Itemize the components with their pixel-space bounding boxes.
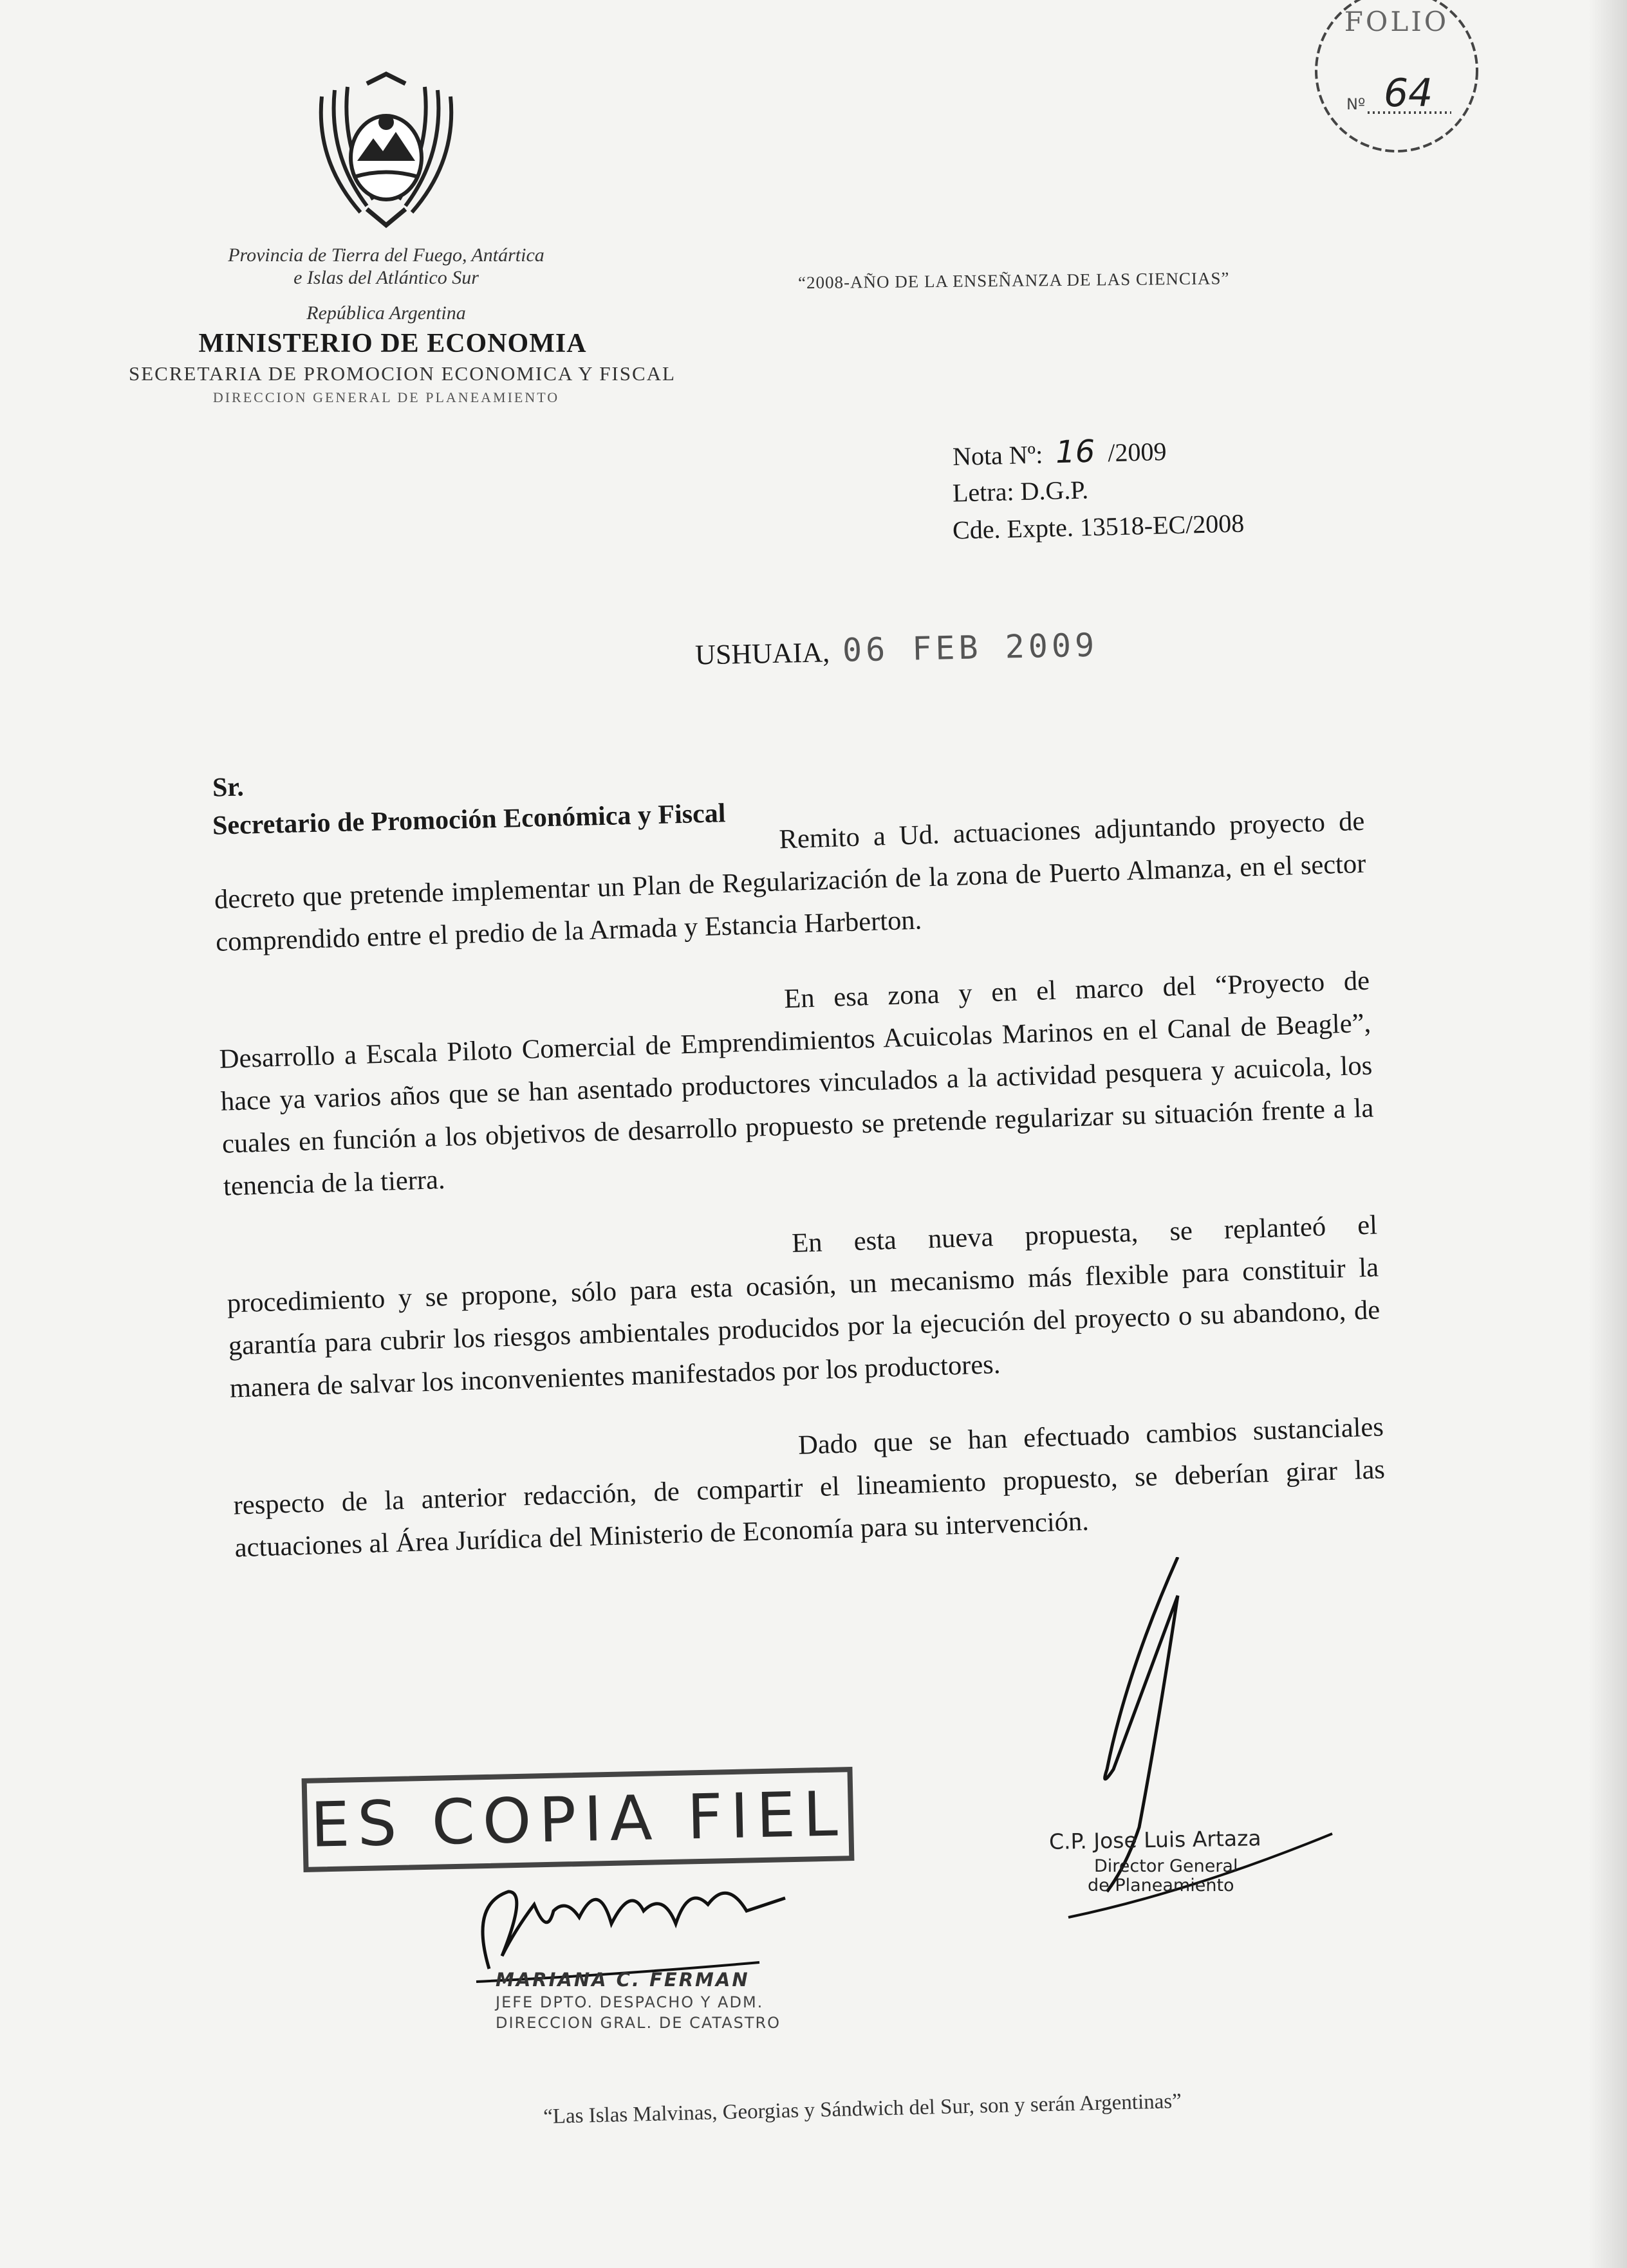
signatory-name: C.P. Jose Luis Artaza — [1048, 1825, 1261, 1854]
expediente-line: Cde. Expte. 13518-EC/2008 — [952, 508, 1245, 545]
signatory-title-1: Director General — [1094, 1856, 1238, 1876]
secretaria-line: SECRETARIA DE PROMOCION ECONOMICA Y FISCAL — [129, 362, 676, 385]
date-stamp: 06 FEB 2009 — [842, 626, 1099, 669]
folio-number-label: Nº — [1346, 95, 1366, 113]
footer-motto: “Las Islas Malvinas, Georgias y Sándwich del Sur, son y serán Argentinas” — [543, 2089, 1182, 2129]
folio-stamp — [1300, 0, 1493, 161]
page-edge-shadow — [1588, 0, 1627, 2268]
body-paragraph: En esa zona y en el marco del “Proyecto de Desarrollo a Escala Piloto Comercial de Emprendimientos Acuicolas Marinos en el Canal de Beagle”, hace ya varios años que se han asentado productores vinculados a la actividad pesquera y acuicola, los cuales en función a los objetivos de desarrollo propuesto se pretende regularizar su situación frente a la tenencia de la tierra. — [219, 965, 1374, 1202]
nota-handwritten-number: 16 — [1055, 433, 1095, 471]
nota-label: Nota Nº: — [952, 439, 1043, 472]
body-paragraph: Remito a Ud. actuaciones adjuntando proyecto de decreto que pretende implementar un Plan de Regularización de la zona de Puerto Almanza, en el sector comprendido entre el predio de la Armada y Estancia Harberton. — [214, 806, 1366, 957]
signatory-title-2: de Planeamiento — [1088, 1876, 1234, 1895]
folio-label: FOLIO — [1344, 6, 1449, 37]
copy-stamp-name: MARIANA C. FERMAN — [496, 1969, 750, 1991]
folio-number: 64 — [1384, 71, 1433, 116]
addressee: Secretario de Promoción Económica y Fiscal — [212, 798, 726, 841]
provincial-emblem-icon — [302, 71, 470, 232]
ministry-title: MINISTERIO DE ECONOMIA — [198, 329, 587, 358]
letra-line: Letra: D.G.P. — [952, 475, 1089, 508]
date-line — [694, 626, 1098, 672]
body-paragraph: Dado que se han efectuado cambios sustanciales respecto de la anterior redacción, de compartir el lineamiento propuesto, se deberían girar las actuaciones al Área Jurídica del Ministerio de Economía para su intervención. — [232, 1412, 1386, 1563]
date-place: USHUAIA, — [694, 636, 830, 671]
nota-year: /2009 — [1107, 436, 1167, 468]
copy-stamp-title-2: DIRECCION GRAL. DE CATASTRO — [496, 2014, 781, 2032]
year-motto: “2008-AÑO DE LA ENSEÑANZA DE LAS CIENCIAS” — [797, 268, 1230, 293]
copy-stamp-title-1: JEFE DPTO. DESPACHO Y ADM. — [496, 1993, 764, 2011]
direccion-line: DIRECCION GENERAL DE PLANEAMIENTO — [212, 389, 560, 405]
province-line-1: Provincia de Tierra del Fuego, Antártica — [228, 244, 544, 266]
province-line-2: e Islas del Atlántico Sur — [293, 267, 479, 288]
country-line: República Argentina — [306, 302, 466, 324]
body-paragraph: En esta nueva propuesta, se replanteó el procedimiento y se propone, sólo para esta ocasión, un mecanismo más flexible para constituir la garantía para cubrir los riesgos ambientales producidos por la ejecución del proyecto o su abandono, de manera de salvar los inconvenientes manifestados por los productores. — [227, 1210, 1381, 1404]
letter-body — [212, 800, 1388, 1602]
nota-number-line — [952, 432, 1167, 473]
copy-stamp: ES COPIA FIEL — [302, 1767, 855, 1872]
salutation-title: Sr. — [212, 772, 245, 803]
